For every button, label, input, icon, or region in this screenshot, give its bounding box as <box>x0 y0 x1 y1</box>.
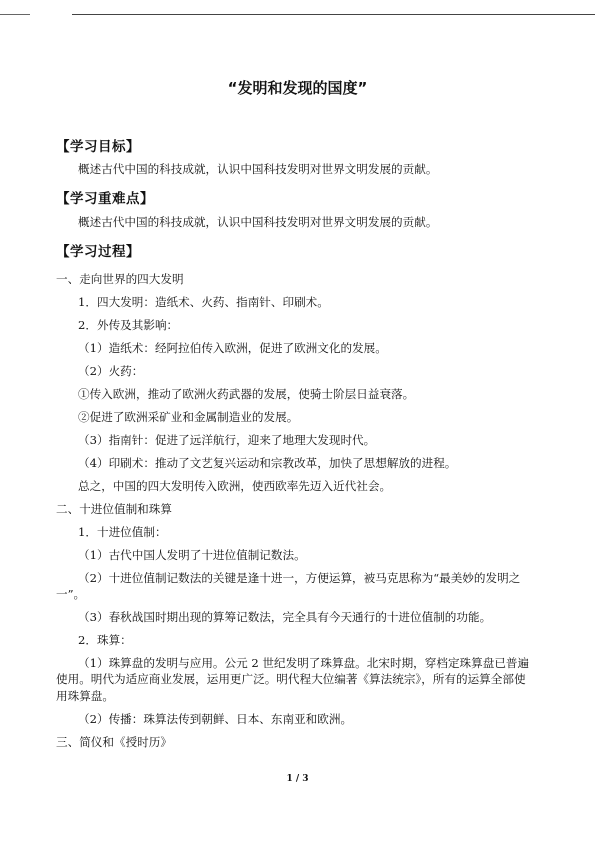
text-line: ②促进了欧洲采矿业和金属制造业的发展。 <box>78 410 299 424</box>
header-rule <box>72 14 595 15</box>
text-line: （1）古代中国人发明了十进位值制记数法。 <box>78 548 306 562</box>
page-title: “发明和发现的国度” <box>227 79 368 97</box>
text-line: （2）火药： <box>78 364 144 378</box>
text-line: 用珠算盘。 <box>56 689 114 703</box>
text-line: （1）珠算盘的发明与应用。公元 2 世纪发明了珠算盘。北宋时期，穿档定珠算盘已普遍 <box>78 656 530 670</box>
goal-text: 概述古代中国的科技成就，认识中国科技发明对世界文明发展的贡献。 <box>78 162 438 176</box>
header-rule-left <box>0 14 30 15</box>
text-line: ①传入欧洲，推动了欧洲火药武器的发展，使骑士阶层日益衰落。 <box>78 387 415 401</box>
section-goal-heading: 【学习目标】 <box>56 139 140 155</box>
text-line: 1．四大发明：造纸术、火药、指南针、印刷术。 <box>78 295 329 309</box>
text-line: 2．珠算： <box>78 633 132 647</box>
key-text: 概述古代中国的科技成就，认识中国科技发明对世界文明发展的贡献。 <box>78 215 438 229</box>
text-line: （4）印刷术：推动了文艺复兴运动和宗教改革，加快了思想解放的进程。 <box>78 456 457 470</box>
section-process-heading: 【学习过程】 <box>56 244 140 260</box>
heading-decimal-abacus: 二、十进位值制和珠算 <box>56 502 172 516</box>
text-line: （3）指南针：促进了远洋航行，迎来了地理大发现时代。 <box>78 433 376 447</box>
text-line: （2）传播：珠算法传到朝鲜、日本、东南亚和欧洲。 <box>78 712 353 726</box>
section-key-heading: 【学习重难点】 <box>56 191 154 207</box>
text-line: 一”。 <box>56 587 86 601</box>
text-line: （3）春秋战国时期出现的算筹记数法，完全具有今天通行的十进位值制的功能。 <box>78 610 492 624</box>
heading-armillary-calendar: 三、简仪和《授时历》 <box>56 735 172 749</box>
text-line: 总之，中国的四大发明传入欧洲，使西欧率先迈入近代社会。 <box>78 479 392 493</box>
page-number: 1 / 3 <box>286 774 309 784</box>
text-line: （2）十进位值制记数法的关键是逢十进一，方便运算，被马克思称为“最美妙的发明之 <box>78 571 521 585</box>
text-line: （1）造纸术：经阿拉伯传入欧洲，促进了欧洲文化的发展。 <box>78 341 387 355</box>
text-line: 2．外传及其影响： <box>78 318 179 332</box>
text-line: 使用。明代为适应商业发展，运用更广泛。明代程大位编著《算法统宗》，所有的运算全部使 <box>56 672 526 686</box>
text-line: 1．十进位值制： <box>78 525 167 539</box>
heading-four-inventions: 一、走向世界的四大发明 <box>56 272 184 286</box>
